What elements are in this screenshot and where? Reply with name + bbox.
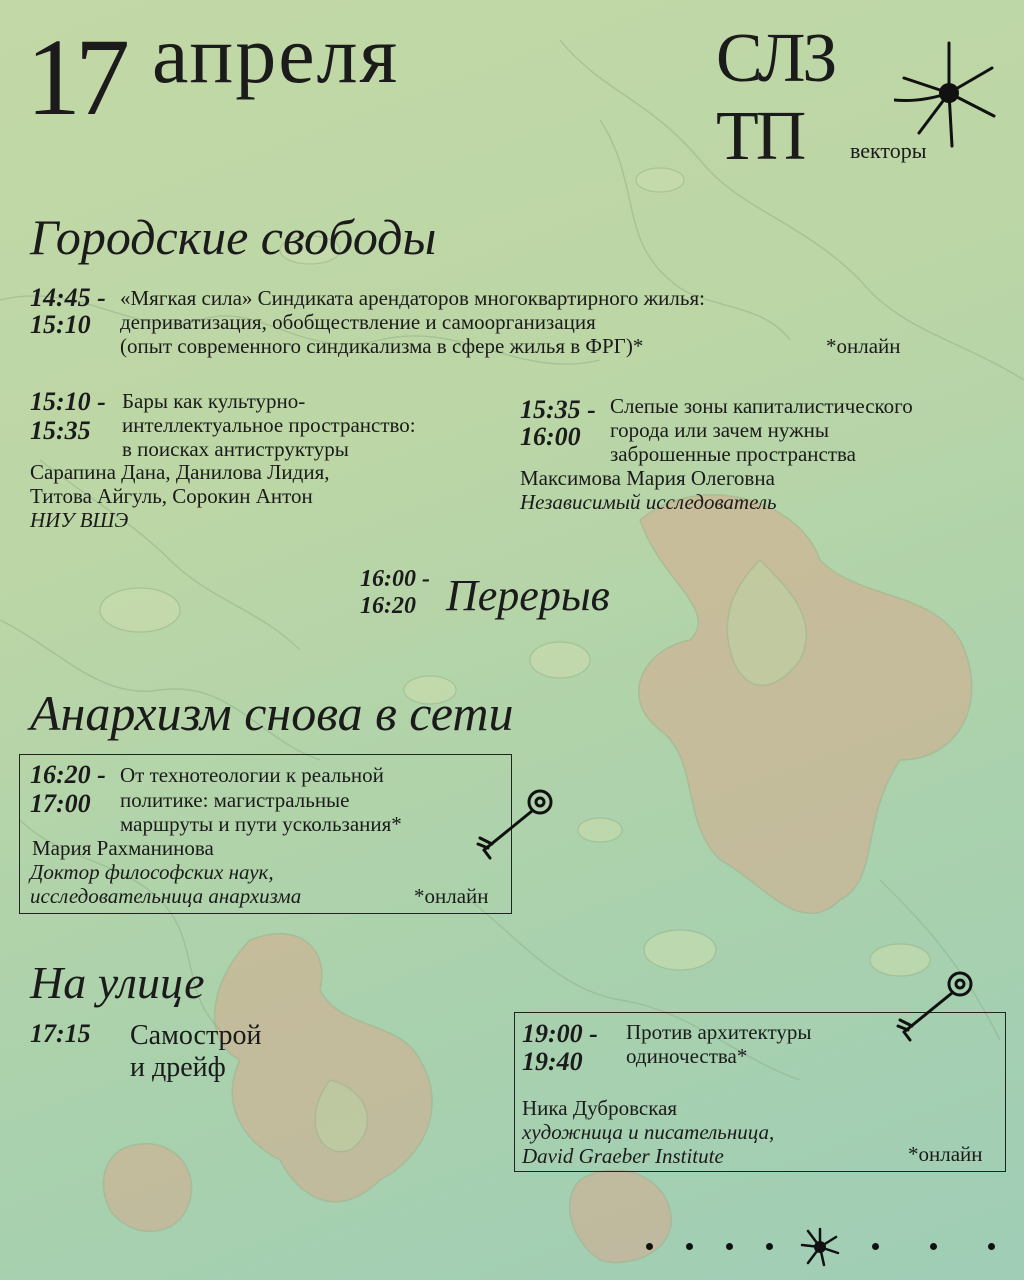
talk-speaker: Ника Дубровская: [522, 1096, 678, 1120]
logo-subtitle: векторы: [850, 138, 927, 163]
talk-time-end: 19:40: [522, 1047, 583, 1076]
talk-time-start: 14:45 -: [30, 283, 106, 312]
talk-title-line: (опыт современного синдикализма в сфере жилья в ФРГ)*: [120, 334, 644, 358]
talk-affiliation: исследовательница анархизма: [30, 884, 302, 908]
talk-speakers: Сарапина Дана, Данилова Лидия,: [30, 460, 330, 484]
talk-title-line: заброшенные пространства: [610, 442, 856, 466]
key-icon: [890, 966, 980, 1046]
break-time-end: 16:20: [360, 593, 416, 619]
talk-time-end: 15:35: [30, 416, 91, 445]
talk-speaker: Максимова Мария Олеговна: [520, 466, 775, 490]
online-note: *онлайн: [908, 1142, 983, 1166]
talk-time-start: 16:20 -: [30, 760, 106, 789]
talk-title-line: Против архитектуры: [626, 1020, 812, 1044]
online-note: *онлайн: [414, 884, 489, 908]
talk-affiliation: НИУ ВШЭ: [30, 508, 129, 532]
talk-title-line: Самострой: [130, 1020, 262, 1051]
date-month: апреля: [152, 9, 400, 100]
talk-time-start: 19:00 -: [522, 1019, 598, 1048]
talk-title-line: в поисках антиструктуры: [122, 437, 349, 461]
footer-dot: [726, 1243, 733, 1250]
talk-title-line: одиночества*: [626, 1044, 748, 1068]
talk-title-line: «Мягкая сила» Синдиката арендаторов многоквартирного жилья:: [120, 286, 705, 310]
talk-speakers: Титова Айгуль, Сорокин Антон: [30, 484, 313, 508]
date-day: 17: [26, 16, 124, 138]
star-icon: [800, 1227, 840, 1267]
talk-time-end: 16:00: [520, 422, 581, 451]
footer-dot: [646, 1243, 653, 1250]
break-label: Перерыв: [446, 571, 610, 620]
talk-title-line: города или зачем нужны: [610, 418, 829, 442]
talk-affiliation: художница и писательница,: [522, 1120, 775, 1144]
footer-dot: [686, 1243, 693, 1250]
footer-dot: [872, 1243, 879, 1250]
section-title-anarchism: Анархизм снова в сети: [30, 685, 514, 741]
talk-time-start: 15:10 -: [30, 387, 106, 416]
talk-title-line: От технотеологии к реальной: [120, 763, 384, 787]
talk-time-end: 15:10: [30, 310, 91, 339]
talk-title-line: интеллектуальное пространство:: [122, 413, 416, 437]
key-icon: [470, 784, 560, 864]
talk-title-line: Бары как культурно-: [122, 389, 306, 413]
talk-time: 17:15: [30, 1019, 91, 1048]
section-title-urban-freedoms: Городские свободы: [30, 209, 437, 265]
logo-line2: ТП: [716, 98, 804, 175]
talk-speaker: Мария Рахманинова: [32, 836, 214, 860]
event-date: [26, 9, 400, 138]
section-title-on-street: На улице: [30, 957, 205, 1008]
talk-affiliation: Доктор философских наук,: [30, 860, 274, 884]
logo: [716, 20, 1006, 180]
talk-title-line: маршруты и пути ускользания*: [120, 812, 402, 836]
footer-dot: [930, 1243, 937, 1250]
logo-line1: СЛЗ: [716, 20, 835, 97]
talk-title-line: Слепые зоны капиталистического: [610, 394, 913, 418]
star-icon: [894, 38, 1004, 148]
footer-dot: [988, 1243, 995, 1250]
online-note: *онлайн: [826, 334, 901, 358]
talk-time-end: 17:00: [30, 789, 91, 818]
talk-affiliation: Независимый исследователь: [520, 490, 777, 514]
footer-dot: [766, 1243, 773, 1250]
break-time-start: 16:00 -: [360, 566, 430, 592]
talk-title-line: политике: магистральные: [120, 788, 350, 812]
talk-time-start: 15:35 -: [520, 395, 596, 424]
talk-title-line: деприватизация, обобществление и самоорганизация: [120, 310, 596, 334]
talk-affiliation: David Graeber Institute: [522, 1144, 724, 1168]
talk-title-line: и дрейф: [130, 1052, 226, 1083]
